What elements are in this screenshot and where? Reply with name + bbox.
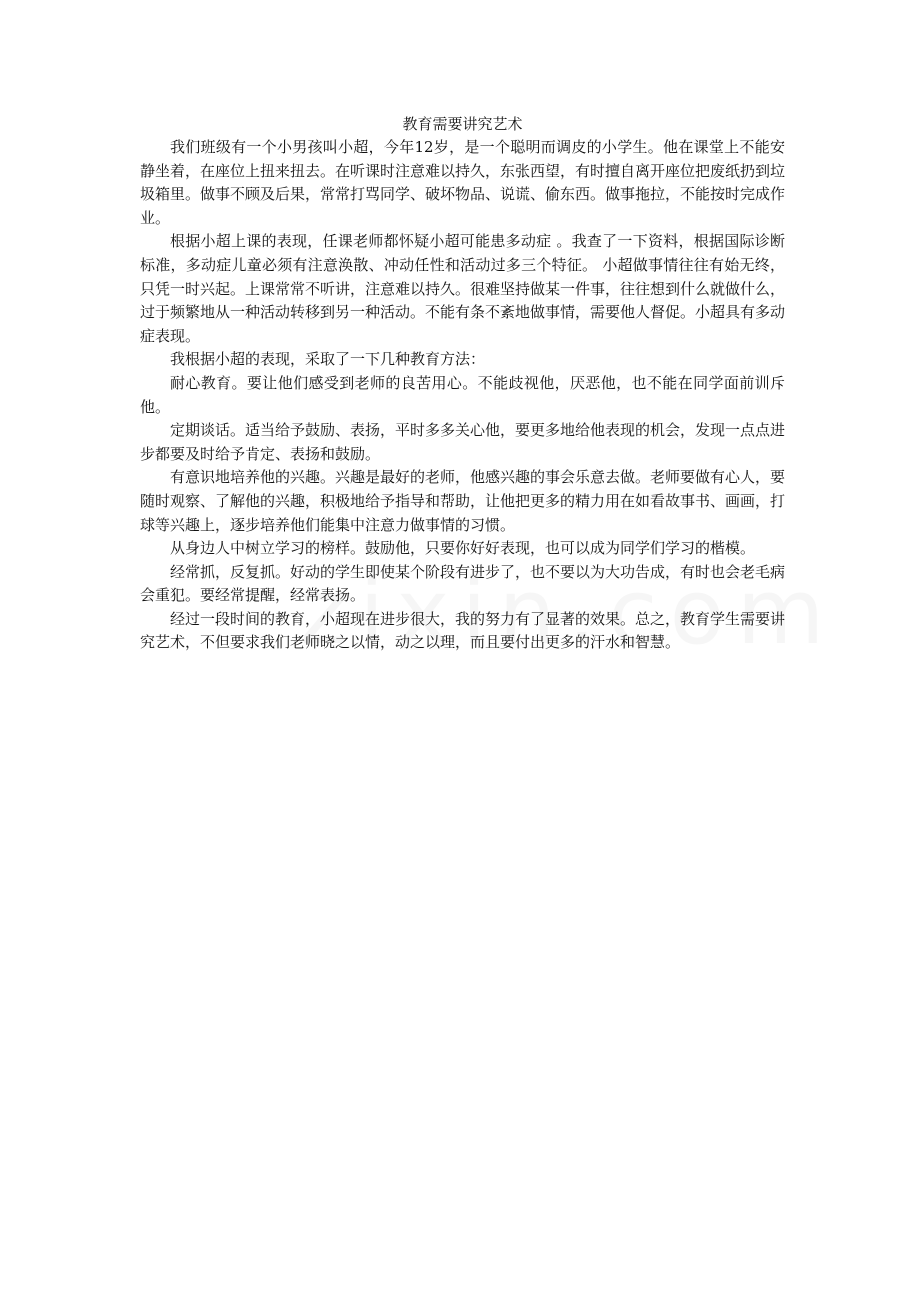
paragraph: 耐心教育。要让他们感受到老师的良苦用心。不能歧视他，厌恶他，也不能在同学面前训斥他。 bbox=[140, 373, 785, 416]
paragraph: 从身边人中树立学习的榜样。鼓励他，只要你好好表现，也可以成为同学们学习的楷模。 bbox=[170, 539, 756, 558]
paragraph: 我们班级有一个小男孩叫小超，今年12岁，是一个聪明而调皮的小学生。他在课堂上不能安静坐着，在座位上扭来扭去。在听课时注意难以持久，东张西望，有时擅自离开座位把废纸扔到垃圾箱里。做事不顾及后果，常常打骂同学、破坏物品、说谎、偷东西。做事拖拉，不能按时完成作业。 bbox=[140, 138, 786, 227]
paragraph: 我根据小超的表现，采取了一下几种教育方法： bbox=[170, 350, 486, 369]
paragraph: 根据小超上课的表现，任课老师都怀疑小超可能患多动症 。我查了一下资料，根据国际诊断标准，多动症儿童必须有注意涣散、冲动任性和活动过多三个特征。 小超做事情往往有始无终，只凭一时兴起。上课常常不听讲，注意难以持久。很难坚持做某一件事，往往想到什么就做什么，过于频繁地从一种活动转移到另一种活动。不能有条不紊地做事情，需要他人督促。小超具有多动症表现。 bbox=[140, 232, 786, 345]
document-page bbox=[140, 112, 785, 655]
paragraph: 经常抓，反复抓。好动的学生即使某个阶段有进步了，也不要以为大功告成，有时也会老毛病会重犯。要经常提醒，经常表扬。 bbox=[140, 562, 786, 605]
document-title: 教育需要讲究艺术 bbox=[402, 115, 523, 133]
paragraph: 有意识地培养他的兴趣。兴趣是最好的老师，他感兴趣的事会乐意去做。老师要做有心人，要随时观察、了解他的兴趣，积极地给予指导和帮助，让他把更多的精力用在如看故事书、画画，打球等兴趣上，逐步培养他们能集中注意力做事情的习惯。 bbox=[140, 468, 786, 534]
paragraph: 定期谈话。适当给予鼓励、表扬，平时多多关心他，要更多地给他表现的机会，发现一点点进步都要及时给予肯定、表扬和鼓励。 bbox=[140, 421, 786, 463]
paragraph: 经过一段时间的教育，小超现在进步很大，我的努力有了显著的效果。总之，教育学生需要讲究艺术，不但要求我们老师晓之以情，动之以理，而且要付出更多的汗水和智慧。 bbox=[140, 609, 786, 652]
